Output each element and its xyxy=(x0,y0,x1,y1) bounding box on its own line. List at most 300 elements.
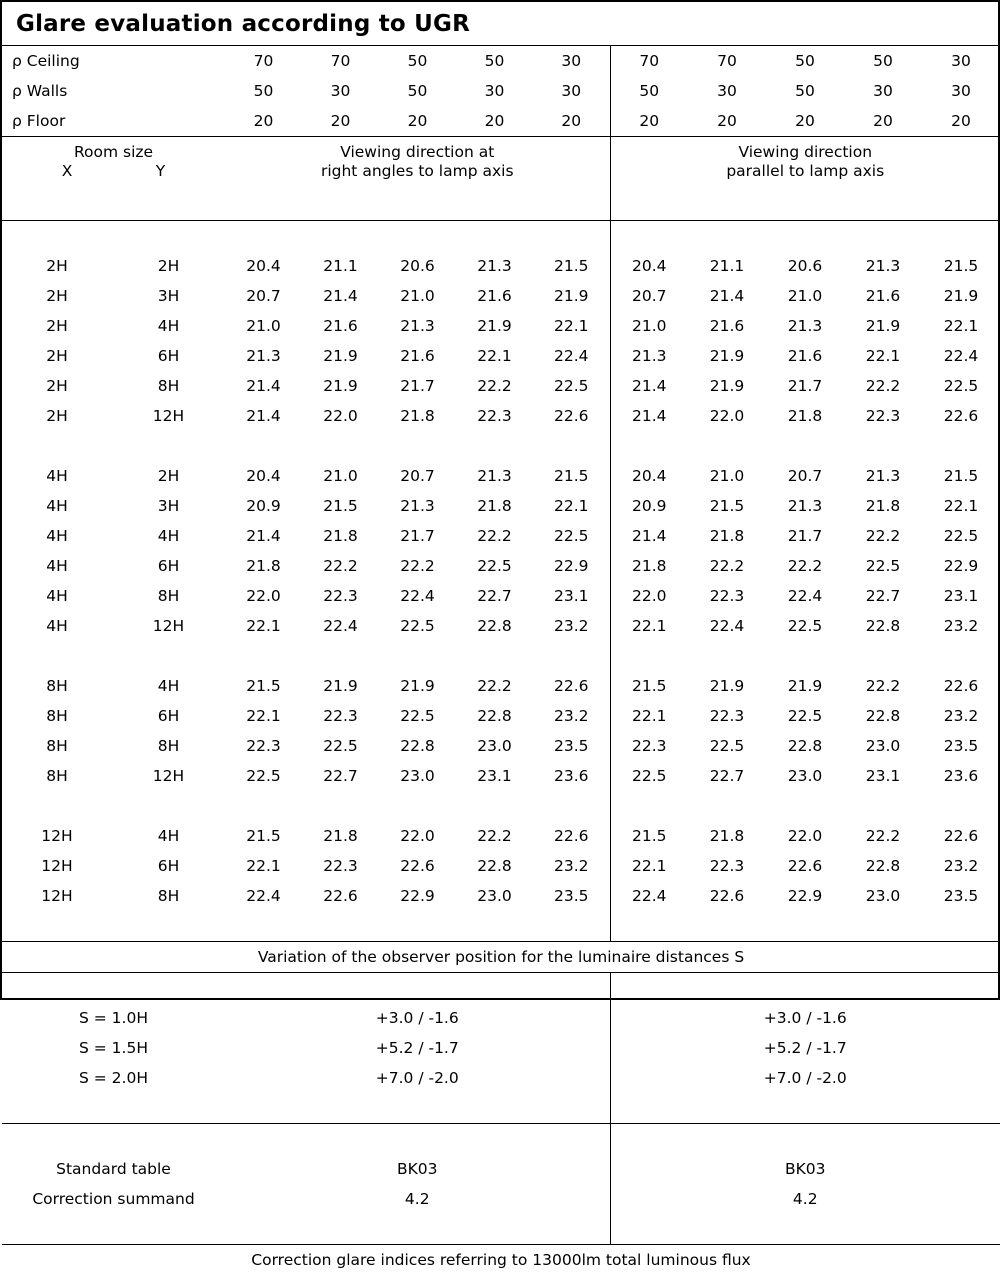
cell-perp-1: 21.5 xyxy=(225,821,302,851)
cell-perp-5: 22.5 xyxy=(533,371,610,401)
cell-par-2: 22.3 xyxy=(688,701,766,731)
cell-perp-2: 22.3 xyxy=(302,851,379,881)
spacer-right xyxy=(610,641,1000,671)
standard-table-par: BK03 xyxy=(610,1154,1000,1184)
dir-perp-line2: right angles to lamp axis xyxy=(225,162,610,181)
cell-par-5: 22.6 xyxy=(922,401,1000,431)
rho-walls-6: 50 xyxy=(610,76,688,106)
group-spacer-row xyxy=(2,791,1000,821)
variation-label: S = 1.0H xyxy=(2,1003,225,1033)
cell-perp-4: 22.2 xyxy=(456,671,533,701)
row-x: 2H xyxy=(2,281,112,311)
rho-ceiling-5: 30 xyxy=(533,46,610,76)
cell-perp-1: 21.4 xyxy=(225,401,302,431)
cell-par-4: 22.1 xyxy=(844,341,922,371)
group-spacer-row xyxy=(2,641,1000,671)
cell-par-3: 22.4 xyxy=(766,581,844,611)
variation-spacer-row xyxy=(2,972,1000,1003)
cell-perp-4: 22.1 xyxy=(456,341,533,371)
row-x: 4H xyxy=(2,581,112,611)
correction-summand-perp: 4.2 xyxy=(225,1184,610,1214)
cell-perp-1: 22.1 xyxy=(225,851,302,881)
room-size-header xyxy=(2,137,225,190)
header-separator-row xyxy=(2,190,1000,221)
table-row xyxy=(2,551,1000,581)
rho-walls-1: 50 xyxy=(225,76,302,106)
table-row xyxy=(2,851,1000,881)
sep-mid xyxy=(225,911,610,942)
cell-par-4: 23.1 xyxy=(844,761,922,791)
cell-perp-2: 22.5 xyxy=(302,731,379,761)
spacer-mid xyxy=(225,431,610,461)
row-column-headers xyxy=(2,137,1000,190)
row-x: 8H xyxy=(2,731,112,761)
table-row xyxy=(2,341,1000,371)
variation-note: Variation of the observer position for the luminaire distances S xyxy=(2,941,1000,972)
footer-note: Correction glare indices referring to 13000lm total luminous flux xyxy=(2,1244,1000,1275)
cell-par-1: 21.5 xyxy=(610,821,688,851)
sep-right xyxy=(610,1093,1000,1124)
cell-perp-3: 21.9 xyxy=(379,671,456,701)
row-y: 8H xyxy=(112,731,225,761)
row-y: 2H xyxy=(112,461,225,491)
row-y: 6H xyxy=(112,341,225,371)
cell-perp-5: 22.1 xyxy=(533,311,610,341)
cell-par-4: 22.8 xyxy=(844,701,922,731)
row-rho-ceiling xyxy=(2,46,1000,76)
cell-par-5: 23.2 xyxy=(922,851,1000,881)
variation-row xyxy=(2,1063,1000,1093)
cell-perp-1: 22.5 xyxy=(225,761,302,791)
cell-perp-3: 22.9 xyxy=(379,881,456,911)
cell-perp-4: 22.2 xyxy=(456,821,533,851)
table-row xyxy=(2,281,1000,311)
rho-ceiling-2: 70 xyxy=(302,46,379,76)
cell-par-1: 22.5 xyxy=(610,761,688,791)
cell-par-5: 21.5 xyxy=(922,251,1000,281)
variation-perp-value: +7.0 / -2.0 xyxy=(225,1063,610,1093)
row-rho-walls xyxy=(2,76,1000,106)
cell-perp-3: 21.7 xyxy=(379,521,456,551)
cell-perp-1: 22.3 xyxy=(225,731,302,761)
cell-perp-1: 20.9 xyxy=(225,491,302,521)
cell-perp-5: 22.1 xyxy=(533,491,610,521)
standard-table-row xyxy=(2,1154,1000,1184)
row-y: 6H xyxy=(112,701,225,731)
cell-perp-5: 23.2 xyxy=(533,851,610,881)
cell-par-2: 21.5 xyxy=(688,491,766,521)
cell-par-4: 22.8 xyxy=(844,611,922,641)
variation-note-row xyxy=(2,941,1000,972)
spacer-left xyxy=(2,1123,225,1154)
cell-par-3: 22.2 xyxy=(766,551,844,581)
cell-perp-2: 21.9 xyxy=(302,341,379,371)
cell-par-4: 22.2 xyxy=(844,371,922,401)
cell-par-2: 22.4 xyxy=(688,611,766,641)
row-x: 12H xyxy=(2,851,112,881)
cell-par-3: 22.9 xyxy=(766,881,844,911)
standard-table-perp: BK03 xyxy=(225,1154,610,1184)
cell-perp-3: 21.0 xyxy=(379,281,456,311)
table-row xyxy=(2,401,1000,431)
cell-par-2: 21.9 xyxy=(688,341,766,371)
rho-floor-9: 20 xyxy=(844,106,922,137)
cell-par-5: 22.1 xyxy=(922,311,1000,341)
rho-floor-6: 20 xyxy=(610,106,688,137)
sep-mid xyxy=(225,1093,610,1124)
cell-par-5: 23.2 xyxy=(922,701,1000,731)
cell-par-3: 21.3 xyxy=(766,311,844,341)
cell-par-1: 21.3 xyxy=(610,341,688,371)
cell-par-2: 21.9 xyxy=(688,671,766,701)
cell-par-3: 22.6 xyxy=(766,851,844,881)
variation-label: S = 2.0H xyxy=(2,1063,225,1093)
cell-par-4: 22.2 xyxy=(844,521,922,551)
row-x: 2H xyxy=(2,311,112,341)
cell-perp-3: 22.8 xyxy=(379,731,456,761)
row-y: 8H xyxy=(112,371,225,401)
cell-perp-1: 21.4 xyxy=(225,371,302,401)
cell-perp-2: 21.8 xyxy=(302,521,379,551)
room-size-x-label: X xyxy=(62,162,73,181)
cell-par-5: 22.9 xyxy=(922,551,1000,581)
room-size-y-label: Y xyxy=(156,162,165,181)
rho-walls-4: 30 xyxy=(456,76,533,106)
cell-par-4: 22.5 xyxy=(844,551,922,581)
cell-perp-4: 22.8 xyxy=(456,611,533,641)
table-row xyxy=(2,461,1000,491)
row-x: 2H xyxy=(2,251,112,281)
variation-perp-value: +5.2 / -1.7 xyxy=(225,1033,610,1063)
cell-perp-3: 22.0 xyxy=(379,821,456,851)
cell-par-5: 22.4 xyxy=(922,341,1000,371)
cell-par-4: 21.8 xyxy=(844,491,922,521)
row-y: 4H xyxy=(112,311,225,341)
data-bottom-separator xyxy=(2,911,1000,942)
spacer-left xyxy=(2,972,225,1003)
dir-perp-line1: Viewing direction at xyxy=(225,143,610,162)
cell-perp-2: 22.2 xyxy=(302,551,379,581)
cell-par-1: 20.4 xyxy=(610,251,688,281)
rho-floor-5: 20 xyxy=(533,106,610,137)
cell-perp-5: 22.9 xyxy=(533,551,610,581)
room-size-label: Room size xyxy=(2,143,225,162)
rho-floor-10: 20 xyxy=(922,106,1000,137)
table-row xyxy=(2,611,1000,641)
correction-summand-par: 4.2 xyxy=(610,1184,1000,1214)
table-row xyxy=(2,581,1000,611)
cell-perp-3: 22.5 xyxy=(379,701,456,731)
cell-perp-1: 22.1 xyxy=(225,701,302,731)
cell-par-5: 23.2 xyxy=(922,611,1000,641)
cell-perp-2: 22.7 xyxy=(302,761,379,791)
cell-perp-5: 23.2 xyxy=(533,701,610,731)
cell-perp-4: 22.2 xyxy=(456,521,533,551)
cell-par-2: 22.3 xyxy=(688,581,766,611)
cell-par-4: 21.3 xyxy=(844,461,922,491)
cell-par-3: 21.0 xyxy=(766,281,844,311)
cell-par-5: 21.9 xyxy=(922,281,1000,311)
row-y: 2H xyxy=(112,251,225,281)
cell-par-3: 21.7 xyxy=(766,371,844,401)
cell-par-1: 22.1 xyxy=(610,851,688,881)
rho-walls-10: 30 xyxy=(922,76,1000,106)
correction-summand-label: Correction summand xyxy=(2,1184,225,1214)
cell-par-4: 22.2 xyxy=(844,671,922,701)
header-sep-right xyxy=(610,190,1000,221)
variation-row xyxy=(2,1003,1000,1033)
cell-perp-1: 21.3 xyxy=(225,341,302,371)
rho-floor-4: 20 xyxy=(456,106,533,137)
table-row xyxy=(2,881,1000,911)
standard-table-label: Standard table xyxy=(2,1154,225,1184)
cell-par-4: 21.3 xyxy=(844,251,922,281)
cell-par-2: 21.1 xyxy=(688,251,766,281)
row-x: 12H xyxy=(2,881,112,911)
cell-perp-3: 22.4 xyxy=(379,581,456,611)
cell-par-2: 22.2 xyxy=(688,551,766,581)
row-rho-floor xyxy=(2,106,1000,137)
cell-par-1: 21.0 xyxy=(610,311,688,341)
row-y: 8H xyxy=(112,881,225,911)
cell-perp-5: 23.6 xyxy=(533,761,610,791)
variation-bottom-separator xyxy=(2,1093,1000,1124)
cell-par-5: 22.5 xyxy=(922,521,1000,551)
cell-par-2: 22.3 xyxy=(688,851,766,881)
cell-par-4: 22.3 xyxy=(844,401,922,431)
cell-perp-4: 22.8 xyxy=(456,851,533,881)
dir-par-line1: Viewing direction xyxy=(611,143,1000,162)
cell-par-1: 22.1 xyxy=(610,701,688,731)
row-x: 8H xyxy=(2,671,112,701)
cell-perp-5: 23.5 xyxy=(533,731,610,761)
cell-par-3: 21.7 xyxy=(766,521,844,551)
row-y: 12H xyxy=(112,611,225,641)
cell-perp-2: 21.0 xyxy=(302,461,379,491)
cell-perp-3: 22.5 xyxy=(379,611,456,641)
dir-par-line2: parallel to lamp axis xyxy=(611,162,1000,181)
cell-perp-1: 20.4 xyxy=(225,461,302,491)
cell-par-5: 22.6 xyxy=(922,671,1000,701)
cell-par-5: 23.6 xyxy=(922,761,1000,791)
spacer-right xyxy=(610,431,1000,461)
cell-perp-2: 22.6 xyxy=(302,881,379,911)
cell-perp-1: 20.4 xyxy=(225,251,302,281)
cell-perp-2: 22.3 xyxy=(302,701,379,731)
rho-floor-2: 20 xyxy=(302,106,379,137)
spacer-left xyxy=(2,641,225,671)
cell-par-1: 20.4 xyxy=(610,461,688,491)
row-x: 8H xyxy=(2,701,112,731)
spacer-right xyxy=(610,972,1000,1003)
cell-par-2: 22.6 xyxy=(688,881,766,911)
row-y: 4H xyxy=(112,521,225,551)
cell-perp-3: 22.2 xyxy=(379,551,456,581)
rho-walls-5: 30 xyxy=(533,76,610,106)
header-sep-left xyxy=(2,190,225,221)
spacer-left xyxy=(2,431,225,461)
cell-perp-5: 23.5 xyxy=(533,881,610,911)
cell-par-5: 23.1 xyxy=(922,581,1000,611)
cell-perp-1: 21.4 xyxy=(225,521,302,551)
row-y: 12H xyxy=(112,401,225,431)
cell-par-4: 21.6 xyxy=(844,281,922,311)
cell-perp-4: 21.3 xyxy=(456,251,533,281)
cell-par-2: 22.0 xyxy=(688,401,766,431)
cell-perp-4: 23.0 xyxy=(456,881,533,911)
row-y: 6H xyxy=(112,851,225,881)
variation-row xyxy=(2,1033,1000,1063)
variation-par-value: +5.2 / -1.7 xyxy=(610,1033,1000,1063)
table-row xyxy=(2,521,1000,551)
spacer-mid xyxy=(225,220,610,251)
cell-perp-4: 21.9 xyxy=(456,311,533,341)
table-row xyxy=(2,251,1000,281)
standard-spacer-row xyxy=(2,1123,1000,1154)
table-row xyxy=(2,761,1000,791)
cell-perp-5: 23.2 xyxy=(533,611,610,641)
cell-perp-3: 21.6 xyxy=(379,341,456,371)
label-rho-ceiling: ρ Ceiling xyxy=(2,46,225,76)
correction-summand-row xyxy=(2,1184,1000,1214)
cell-perp-4: 22.5 xyxy=(456,551,533,581)
standard-bottom-separator xyxy=(2,1214,1000,1245)
table-row xyxy=(2,731,1000,761)
cell-perp-2: 21.8 xyxy=(302,821,379,851)
variation-perp-value: +3.0 / -1.6 xyxy=(225,1003,610,1033)
spacer-left xyxy=(2,791,225,821)
page-title-bar xyxy=(2,2,998,46)
rho-ceiling-1: 70 xyxy=(225,46,302,76)
row-x: 2H xyxy=(2,341,112,371)
spacer-right xyxy=(610,791,1000,821)
cell-perp-5: 23.1 xyxy=(533,581,610,611)
sep-left xyxy=(2,1214,225,1245)
rho-floor-3: 20 xyxy=(379,106,456,137)
variation-par-value: +3.0 / -1.6 xyxy=(610,1003,1000,1033)
page-title: Glare evaluation according to UGR xyxy=(16,11,470,37)
cell-par-1: 20.9 xyxy=(610,491,688,521)
cell-perp-3: 22.6 xyxy=(379,851,456,881)
cell-par-1: 22.0 xyxy=(610,581,688,611)
spacer-right xyxy=(610,1123,1000,1154)
row-y: 6H xyxy=(112,551,225,581)
cell-par-3: 20.7 xyxy=(766,461,844,491)
variation-par-value: +7.0 / -2.0 xyxy=(610,1063,1000,1093)
cell-par-2: 21.9 xyxy=(688,371,766,401)
cell-perp-5: 22.6 xyxy=(533,401,610,431)
rho-walls-8: 50 xyxy=(766,76,844,106)
cell-perp-4: 22.2 xyxy=(456,371,533,401)
table-row xyxy=(2,491,1000,521)
row-y: 8H xyxy=(112,581,225,611)
cell-par-5: 22.5 xyxy=(922,371,1000,401)
cell-perp-1: 21.8 xyxy=(225,551,302,581)
row-x: 4H xyxy=(2,491,112,521)
sep-left xyxy=(2,911,225,942)
rho-ceiling-9: 50 xyxy=(844,46,922,76)
table-row xyxy=(2,701,1000,731)
rho-walls-7: 30 xyxy=(688,76,766,106)
sep-left xyxy=(2,1093,225,1124)
cell-perp-4: 22.3 xyxy=(456,401,533,431)
row-y: 4H xyxy=(112,671,225,701)
cell-par-3: 21.3 xyxy=(766,491,844,521)
cell-perp-3: 21.3 xyxy=(379,491,456,521)
row-x: 12H xyxy=(2,821,112,851)
rho-ceiling-8: 50 xyxy=(766,46,844,76)
cell-perp-3: 21.7 xyxy=(379,371,456,401)
cell-par-4: 23.0 xyxy=(844,881,922,911)
variation-label: S = 1.5H xyxy=(2,1033,225,1063)
spacer-mid xyxy=(225,641,610,671)
row-x: 4H xyxy=(2,551,112,581)
cell-perp-1: 21.0 xyxy=(225,311,302,341)
cell-par-3: 20.6 xyxy=(766,251,844,281)
sep-mid xyxy=(225,1214,610,1245)
row-x: 8H xyxy=(2,761,112,791)
label-rho-walls: ρ Walls xyxy=(2,76,225,106)
spacer-mid xyxy=(225,972,610,1003)
cell-par-3: 21.8 xyxy=(766,401,844,431)
rho-walls-2: 30 xyxy=(302,76,379,106)
cell-perp-4: 22.7 xyxy=(456,581,533,611)
rho-walls-3: 50 xyxy=(379,76,456,106)
footer-row xyxy=(2,1244,1000,1275)
cell-par-4: 23.0 xyxy=(844,731,922,761)
cell-perp-2: 21.9 xyxy=(302,371,379,401)
ugr-table xyxy=(2,46,1000,1275)
cell-par-1: 21.8 xyxy=(610,551,688,581)
cell-par-3: 21.9 xyxy=(766,671,844,701)
cell-perp-3: 21.8 xyxy=(379,401,456,431)
label-rho-floor: ρ Floor xyxy=(2,106,225,137)
row-x: 2H xyxy=(2,371,112,401)
cell-perp-2: 22.0 xyxy=(302,401,379,431)
cell-par-3: 21.6 xyxy=(766,341,844,371)
row-x: 2H xyxy=(2,401,112,431)
rho-floor-8: 20 xyxy=(766,106,844,137)
cell-par-2: 21.0 xyxy=(688,461,766,491)
cell-perp-5: 21.5 xyxy=(533,251,610,281)
cell-perp-3: 21.3 xyxy=(379,311,456,341)
cell-par-5: 23.5 xyxy=(922,731,1000,761)
row-y: 4H xyxy=(112,821,225,851)
cell-par-2: 21.8 xyxy=(688,521,766,551)
cell-perp-4: 23.1 xyxy=(456,761,533,791)
cell-par-4: 21.9 xyxy=(844,311,922,341)
cell-perp-4: 21.6 xyxy=(456,281,533,311)
cell-par-4: 22.2 xyxy=(844,821,922,851)
group-spacer-row xyxy=(2,431,1000,461)
cell-par-1: 21.4 xyxy=(610,371,688,401)
rho-ceiling-4: 50 xyxy=(456,46,533,76)
cell-perp-2: 22.3 xyxy=(302,581,379,611)
cell-perp-1: 22.0 xyxy=(225,581,302,611)
spacer-mid xyxy=(225,791,610,821)
sep-right xyxy=(610,1214,1000,1245)
cell-perp-4: 23.0 xyxy=(456,731,533,761)
cell-perp-4: 21.3 xyxy=(456,461,533,491)
rho-ceiling-3: 50 xyxy=(379,46,456,76)
rho-floor-7: 20 xyxy=(688,106,766,137)
cell-perp-2: 22.4 xyxy=(302,611,379,641)
cell-perp-2: 21.9 xyxy=(302,671,379,701)
cell-perp-3: 20.6 xyxy=(379,251,456,281)
cell-perp-5: 22.6 xyxy=(533,821,610,851)
spacer-left xyxy=(2,220,225,251)
table-row xyxy=(2,311,1000,341)
